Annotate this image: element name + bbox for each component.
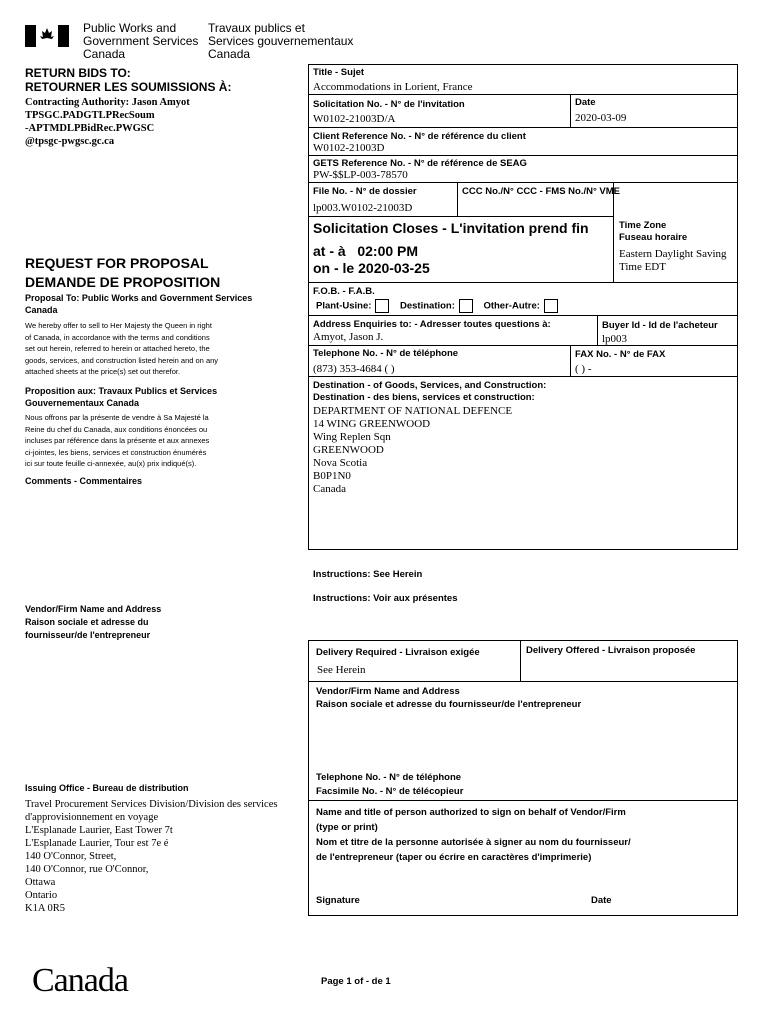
file-no-label: File No. - N° de dossier [313, 186, 417, 197]
other-checkbox[interactable] [544, 299, 558, 313]
instructions-en: Instructions: See Herein [313, 569, 423, 580]
closing-time-value: 02:00 PM [357, 243, 419, 259]
solicitation-closes-label: Solicitation Closes - L'invitation prend fin [313, 220, 589, 236]
rfp-heading: REQUEST FOR PROPOSAL DEMANDE DE PROPOSITION [25, 255, 221, 290]
solicitation-no-label: Solicitation No. - N° de l'invitation [313, 99, 465, 110]
vendor-firm-label: Vendor/Firm Name and Address Raison sociale et adresse du fournisseur/de l'entrepreneur [316, 686, 582, 710]
solicitation-no-value: W0102-21003D/A [313, 113, 396, 125]
proposal-to-text: We hereby offer to sell to Her Majesty the Queen in right of Canada, in accordance with the terms and conditions set out herein, referred to herein or attached hereto, the goods, services, and construction listed herein and on any attached sheets at the price(s) set out therefor. [25, 321, 219, 376]
client-ref-value: W0102-21003D [313, 142, 385, 154]
gets-ref-value: PW-$$LP-003-78570 [313, 169, 408, 181]
issuing-office-label: Issuing Office - Bureau de distribution [25, 783, 189, 793]
instructions-fr: Instructions: Voir aux présentes [313, 593, 458, 604]
gets-ref-label: GETS Reference No. - N° de référence de SEAG [313, 158, 527, 169]
time-zone-label: Time Zone Fuseau horaire [619, 220, 688, 243]
authorized-signer-label: Name and title of person authorized to sign on behalf of Vendor/Firm (type or print) Nom et titre de la personne autorisée à signer au nom du fournisseur/ de l'entrepreneur (taper ou écrire en caractères d'imprimerie) [316, 807, 631, 863]
comments-label: Comments - Commentaires [25, 476, 143, 486]
time-zone-value: Eastern Daylight Saving Time EDT [619, 248, 727, 273]
title-label: Title - Sujet [313, 67, 365, 78]
proposition-aux-heading: Proposition aux: Travaux Publics et Services Gouvernementaux Canada [25, 386, 218, 408]
buyer-id-label: Buyer Id - Id de l'acheteur [602, 320, 718, 331]
buyer-id-value: lp003 [602, 333, 628, 345]
canada-wordmark: Canada [32, 962, 128, 999]
destination-address: DEPARTMENT OF NATIONAL DEFENCE 14 WING GREENWOOD Wing Replen Sqn GREENWOOD Nova Scotia B0P1N0 Canada [313, 405, 513, 495]
return-bids-heading: RETURN BIDS TO: RETOURNER LES SOUMISSIONS À: [25, 66, 232, 94]
canada-flag-icon [25, 25, 69, 47]
destination-checkbox[interactable] [459, 299, 473, 313]
ccc-no-label: CCC No./N° CCC - FMS No./N° VME [462, 186, 621, 197]
address-enquiries-value: Amyot, Jason J. [313, 331, 384, 343]
signature-date-label: Date [591, 895, 612, 906]
closing-date: on - le 2020-03-25 [313, 260, 430, 276]
file-no-value: lp003.W0102-21003D [313, 202, 413, 214]
proposition-aux-text: Nous offrons par la présente de vendre à Sa Majesté la Reine du chef du Canada, aux conditions énoncées ou incluses par référence dans la présente et aux annexes ci-jointes, les biens, services et construction énumérés ici sur toute feuille ci-annexée, au(x) prix indiqué(s). [25, 413, 210, 468]
fob-label: F.O.B. - F.A.B. [313, 286, 375, 297]
delivery-required-value: See Herein [317, 664, 366, 676]
telephone-value: (873) 353-4684 ( ) [313, 363, 395, 375]
vendor-firm-label-left: Vendor/Firm Name and Address Raison sociale et adresse du fournisseur/de l'entrepreneur [25, 604, 162, 640]
issuing-office-address: Travel Procurement Services Division/Division des services d'approvisionnement en voyage L'Esplanade Laurier, East Tower 7t L'Esplanade Laurier, Tour est 7e é 140 O'Connor, Street, 140 O'Connor, rue O'Connor, Ottawa Ontario K1A 0R5 [25, 799, 278, 914]
delivery-offered-label: Delivery Offered - Livraison proposée [526, 645, 696, 656]
fax-label: FAX No. - N° de FAX [575, 349, 666, 360]
fax-value: ( ) - [575, 363, 592, 375]
signature-label: Signature [316, 895, 360, 906]
proposal-to-heading: Proposal To: Public Works and Government Services Canada [25, 293, 253, 315]
date-value: 2020-03-09 [575, 112, 627, 124]
title-value: Accommodations in Lorient, France [313, 81, 473, 93]
department-name-fr: Travaux publics et Services gouvernementaux Canada [208, 21, 354, 61]
closing-time: at - à 02:00 PM [313, 243, 419, 259]
closing-date-value: 2020-03-25 [358, 260, 430, 276]
telephone-label: Telephone No. - N° de téléphone [313, 348, 459, 359]
fob-options: Plant-Usine: Destination: Other-Autre: [316, 299, 558, 313]
department-name-en: Public Works and Government Services Canada [83, 21, 199, 61]
destination-label: Destination - of Goods, Services, and Construction: Destination - des biens, services et construction: [313, 380, 547, 403]
delivery-required-label: Delivery Required - Livraison exigée [316, 647, 480, 658]
plant-checkbox[interactable] [375, 299, 389, 313]
address-enquiries-label: Address Enquiries to: - Adresser toutes questions à: [313, 319, 551, 330]
page-number: Page 1 of - de 1 [321, 976, 391, 987]
vendor-contact-labels: Telephone No. - N° de téléphone Facsimile No. - N° de télécopieur [316, 772, 464, 797]
date-label: Date [575, 97, 596, 108]
contracting-authority: Contracting Authority: Jason Amyot TPSGC.PADGTLPRecSoum -APTMDLPBidRec.PWGSC @tpsgc-pwgsc.gc.ca [25, 97, 190, 147]
client-ref-label: Client Reference No. - N° de référence du client [313, 131, 526, 142]
